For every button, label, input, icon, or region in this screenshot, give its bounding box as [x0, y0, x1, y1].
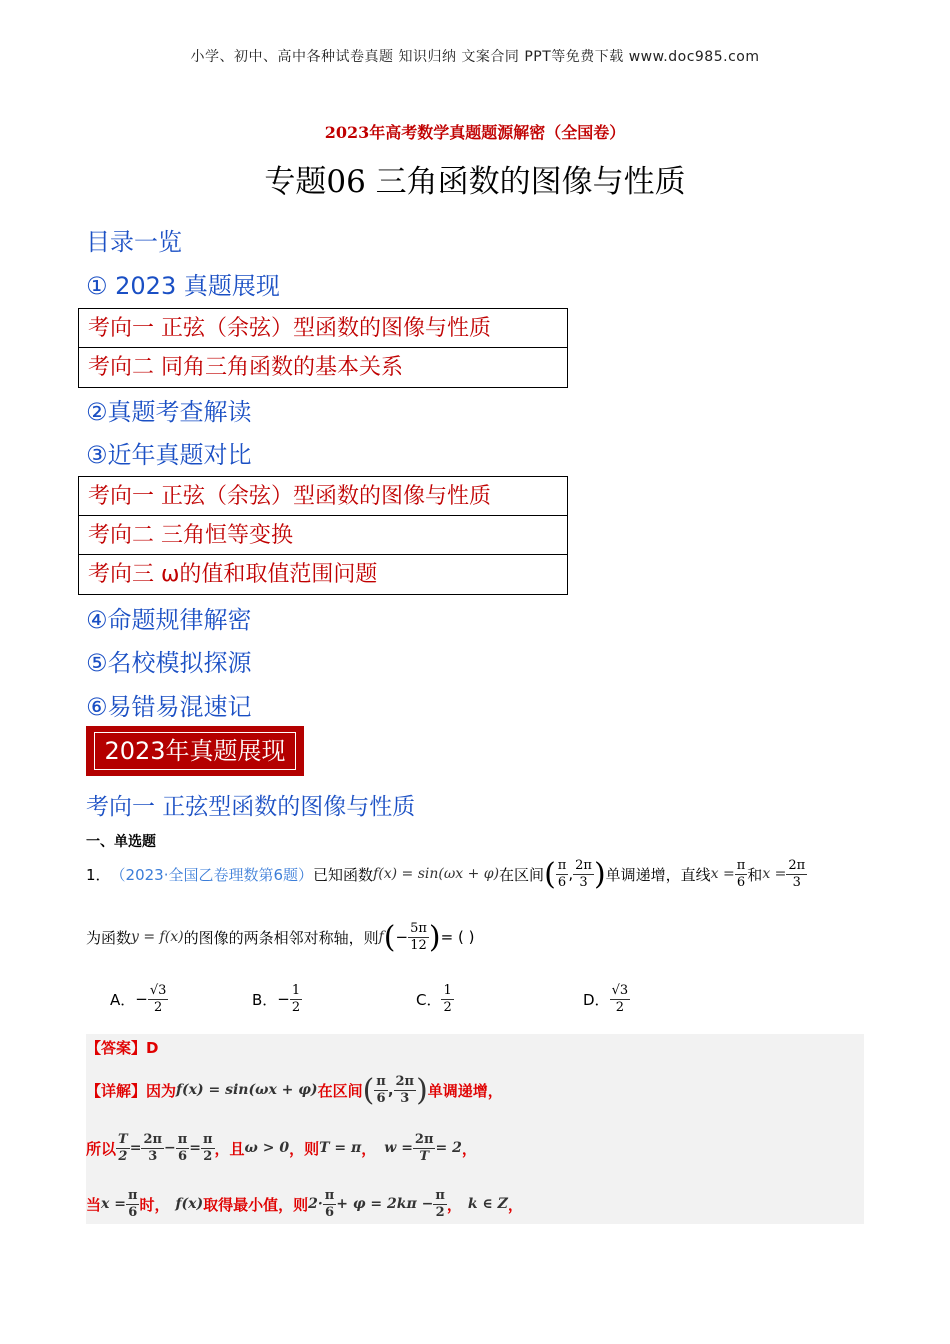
question-text: 和 [747, 865, 763, 884]
detail-text: ， [361, 1139, 377, 1158]
detail-text: ，且 [214, 1139, 245, 1158]
detail-line-3 [86, 1182, 523, 1226]
toc-box2-item: 考向三 ω的值和取值范围问题 [88, 562, 378, 587]
toc-section-3: ③近年真题对比 [86, 441, 252, 469]
question-text: = ( ) [440, 928, 475, 946]
question-text: 已知函数 [313, 865, 374, 884]
fraction: $\frac{\pi}{2}$ [202, 1131, 213, 1164]
minus-sign: − [164, 1140, 176, 1156]
banner-text: 2023年真题展现 [104, 737, 286, 765]
detail-text: ， [507, 1195, 523, 1214]
detail-text: 【详解】因为 [86, 1081, 177, 1100]
option-label: B． [252, 990, 278, 1009]
question-source: （2023·全国乙卷理数第6题） [110, 865, 314, 884]
question-line-1: 1． （2023·全国乙卷理数第6题） 已知函数 f(x) = sin(ωx + φ) 在区间 ( $\frac{\pi}{6}$ , $\frac{2\pi}{3}$ ) 单调递增，直线 x = $\frac{\pi}{6}$ 和 x = $\frac{2\pi}{3}$ [86, 856, 806, 892]
question-text: 为函数 [86, 928, 132, 947]
f-symbol: f [378, 929, 384, 945]
answer-label: 【答案】D [86, 1039, 159, 1057]
question-text: 在区间 [499, 865, 545, 884]
option-sign: − [135, 990, 148, 1008]
fraction: $\frac{\pi}{6}$ [324, 1187, 335, 1220]
question-type: 一、单选题 [86, 834, 156, 850]
paren-left: ( [383, 919, 396, 955]
w-eq: w = [384, 1140, 413, 1156]
fraction: $\frac{\pi}{6}$ [736, 857, 746, 890]
question-number: 1． [86, 865, 111, 884]
yfx-expr: y = f(x) [131, 929, 184, 945]
option-c[interactable] [416, 978, 454, 1020]
doc-title: 专题06 三角函数的图像与性质 [264, 164, 686, 200]
toc-section-1: ① 2023 真题展现 [86, 272, 280, 300]
fraction: $\frac{5\pi}{12}$ [410, 920, 427, 953]
detail-text: 单调递增， [427, 1081, 503, 1100]
toc-section-5: ⑤名校模拟探源 [86, 649, 252, 677]
option-label: D． [583, 990, 610, 1009]
fraction: $\frac{\pi}{2}$ [435, 1187, 445, 1220]
t-eq-pi: T = π [319, 1140, 362, 1156]
detail-line-1: 【详解】因为 f(x) = sin(ωx + φ) 在区间 ( $\frac{\pi}{6}$ , $\frac{2\pi}{3}$ ) 单调递增， [86, 1072, 503, 1108]
toc-box2-item: 考向一 正弦（余弦）型函数的图像与性质 [79, 477, 567, 516]
detail-text: ，则 [289, 1139, 320, 1158]
section-heading: 考向一 正弦型函数的图像与性质 [86, 794, 416, 820]
x-eq: x = [710, 866, 735, 882]
omega-cond: ω > 0 [244, 1140, 290, 1156]
toc-box-1 [78, 308, 568, 388]
option-label: C． [416, 990, 442, 1009]
option-fraction: $\frac{√3}{2}$ [149, 982, 167, 1015]
phi-expr: + φ = 2kπ − [336, 1196, 434, 1212]
fraction: $\frac{2\pi}{3}$ [143, 1131, 162, 1164]
fraction: $\frac{\pi}{6}$ [557, 857, 567, 890]
detail-text: ， [461, 1139, 477, 1158]
toc-section-6: ⑥易错易混速记 [86, 693, 252, 721]
fraction: $\frac{T}{2}$ [118, 1131, 128, 1164]
two-dot: 2· [308, 1196, 323, 1212]
fraction: $\frac{\pi}{6}$ [376, 1073, 386, 1106]
fraction: $\frac{2\pi}{3}$ [575, 857, 592, 890]
option-sign: − [277, 990, 290, 1008]
toc-box-2 [78, 476, 568, 595]
paren-right: ) [416, 1072, 428, 1108]
option-fraction: $\frac{1}{2}$ [443, 982, 452, 1015]
site-header: 小学、初中、高中各种试卷真题 知识归纳 文案合同 PPT等免费下载 www.doc985.com [190, 49, 760, 65]
question-line-2 [86, 914, 474, 960]
fx-expr: f(x) [175, 1196, 204, 1212]
detail-text: ， [446, 1195, 462, 1214]
function-expr: f(x) = sin(ωx + φ) [176, 1082, 318, 1098]
toc-box2-item: 考向二 三角恒等变换 [79, 516, 567, 555]
paren-right: ) [593, 856, 606, 892]
toc-box1-item: 考向二 同角三角函数的基本关系 [88, 355, 403, 380]
doc-subtitle: 2023年高考数学真题题源解密（全国卷） [324, 123, 626, 142]
toc-box1-item: 考向一 正弦（余弦）型函数的图像与性质 [79, 309, 567, 348]
detail-line-2 [86, 1126, 477, 1170]
x-eq: x = [762, 866, 787, 882]
toc-heading: 目录一览 [86, 228, 182, 256]
question-text: 单调递增，直线 [605, 865, 711, 884]
option-b[interactable] [252, 978, 302, 1020]
toc-section-2: ②真题考查解读 [86, 398, 252, 426]
section-banner [86, 726, 304, 776]
detail-text: 在区间 [317, 1081, 363, 1100]
option-d[interactable] [583, 978, 630, 1020]
option-label: A． [110, 990, 136, 1009]
paren-left: ( [544, 856, 556, 892]
function-expr: f(x) = sin(ωx + φ) [373, 866, 500, 882]
fraction: $\frac{\pi}{6}$ [127, 1187, 138, 1220]
fraction: $\frac{2\pi}{3}$ [788, 857, 806, 890]
option-fraction: $\frac{1}{2}$ [291, 982, 301, 1015]
fraction: $\frac{2\pi}{3}$ [395, 1073, 415, 1106]
option-fraction: $\frac{√3}{2}$ [611, 982, 629, 1015]
detail-text: 所以 [86, 1139, 117, 1158]
detail-text: 取得最小值，则 [203, 1195, 309, 1214]
detail-text: 时， [139, 1195, 170, 1214]
toc-section-4: ④命题规律解密 [86, 606, 252, 634]
fraction: $\frac{\pi}{6}$ [177, 1131, 188, 1164]
k-in-z: k ∈ Z [467, 1196, 508, 1212]
eq-sign: = [189, 1140, 201, 1156]
paren-left: ( [362, 1072, 375, 1108]
paren-right: ) [428, 919, 441, 955]
fraction: $\frac{2\pi}{T}$ [414, 1131, 434, 1164]
minus-sign: − [395, 928, 409, 946]
detail-text: 当 [86, 1195, 102, 1214]
question-text: 的图像的两条相邻对称轴，则 [183, 928, 379, 947]
eq-sign: = [129, 1140, 142, 1156]
option-a[interactable] [110, 978, 168, 1020]
x-eq: x = [101, 1196, 126, 1212]
eq-two: = 2 [435, 1140, 462, 1156]
